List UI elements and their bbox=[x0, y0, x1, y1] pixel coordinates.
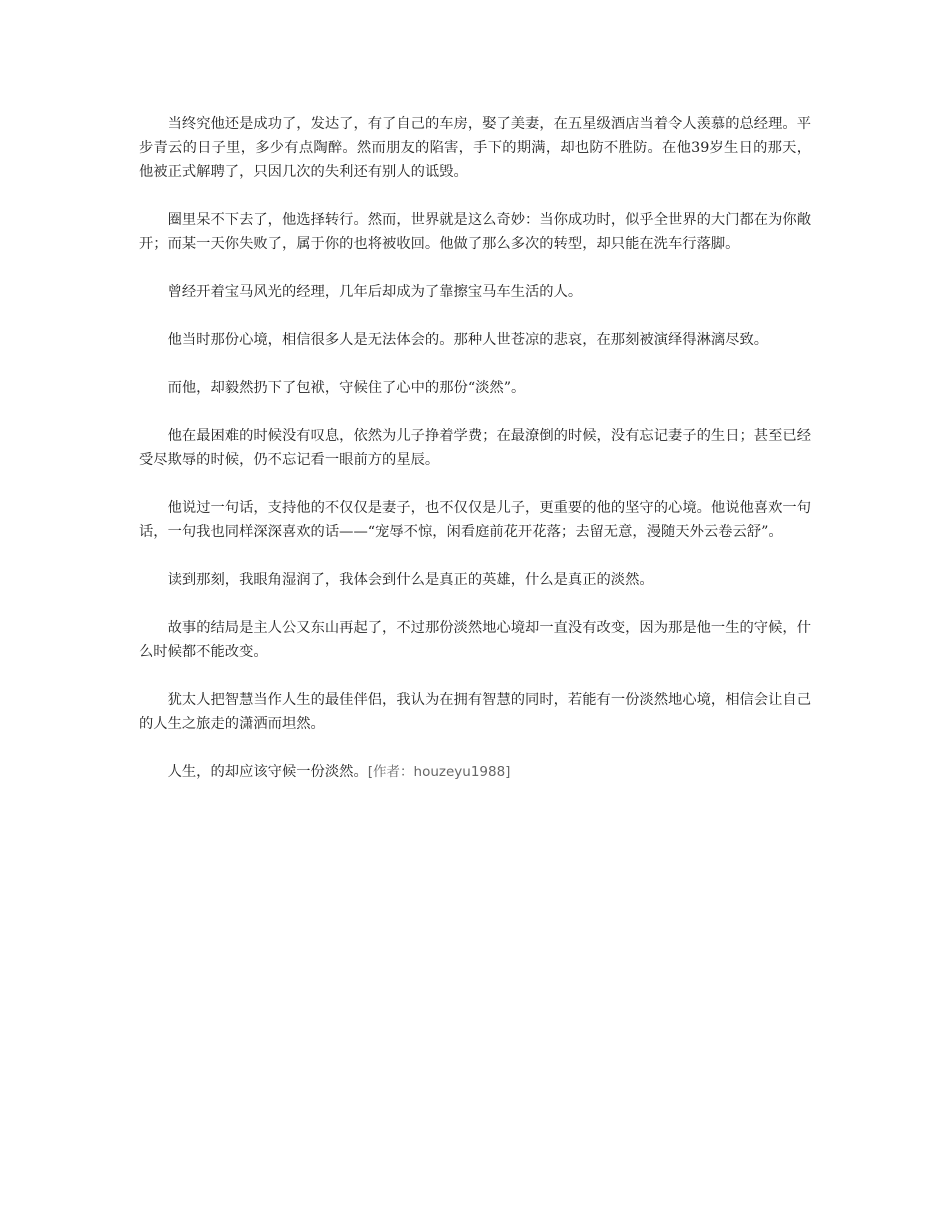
closing-text: 人生，的却应该守候一份淡然。 bbox=[167, 764, 368, 780]
paragraph: 曾经开着宝马风光的经理，几年后却成为了靠擦宝马车生活的人。 bbox=[167, 284, 583, 300]
paragraph: 他当时那份心境，相信很多人是无法体会的。那种人世苍凉的悲哀，在那刻被演绎得淋漓尽致。 bbox=[167, 332, 769, 348]
closing-paragraph bbox=[139, 760, 811, 784]
paragraph: 而他，却毅然扔下了包袱，守候住了心中的那份“淡然”。 bbox=[167, 380, 526, 396]
author-note: [作者：houzeyu1988] bbox=[367, 764, 511, 780]
paragraph: 犹太人把智慧当作人生的最佳伴侣，我认为在拥有智慧的同时，若能有一份淡然地心境，相信会让自己的人生之旅走的潇洒而坦然。 bbox=[139, 692, 811, 732]
paragraph: 当终究他还是成功了，发达了，有了自己的车房，娶了美妻，在五星级酒店当着令人羡慕的总经理。平步青云的日子里，多少有点陶醉。然而朋友的陷害，手下的期满，却也防不胜防。在他39岁生日的那天，他被正式解聘了，只因几次的失利还有别人的诋毁。 bbox=[139, 116, 811, 180]
paragraph: 读到那刻，我眼角湿润了，我体会到什么是真正的英雄，什么是真正的淡然。 bbox=[167, 572, 654, 588]
paragraph: 圈里呆不下去了，他选择转行。然而，世界就是这么奇妙：当你成功时，似乎全世界的大门都在为你敞开；而某一天你失败了，属于你的也将被收回。他做了那么多次的转型，却只能在洗车行落脚。 bbox=[139, 212, 811, 252]
article-body bbox=[139, 112, 811, 784]
paragraph: 他在最困难的时候没有叹息，依然为儿子挣着学费；在最潦倒的时候，没有忘记妻子的生日；甚至已经受尽欺辱的时候，仍不忘记看一眼前方的星辰。 bbox=[139, 428, 811, 468]
paragraph: 故事的结局是主人公又东山再起了，不过那份淡然地心境却一直没有改变，因为那是他一生的守候，什么时候都不能改变。 bbox=[139, 620, 811, 660]
paragraph: 他说过一句话，支持他的不仅仅是妻子，也不仅仅是儿子，更重要的他的坚守的心境。他说他喜欢一句话，一句我也同样深深喜欢的话——“宠辱不惊，闲看庭前花开花落；去留无意，漫随天外云卷云舒”。 bbox=[139, 500, 811, 540]
